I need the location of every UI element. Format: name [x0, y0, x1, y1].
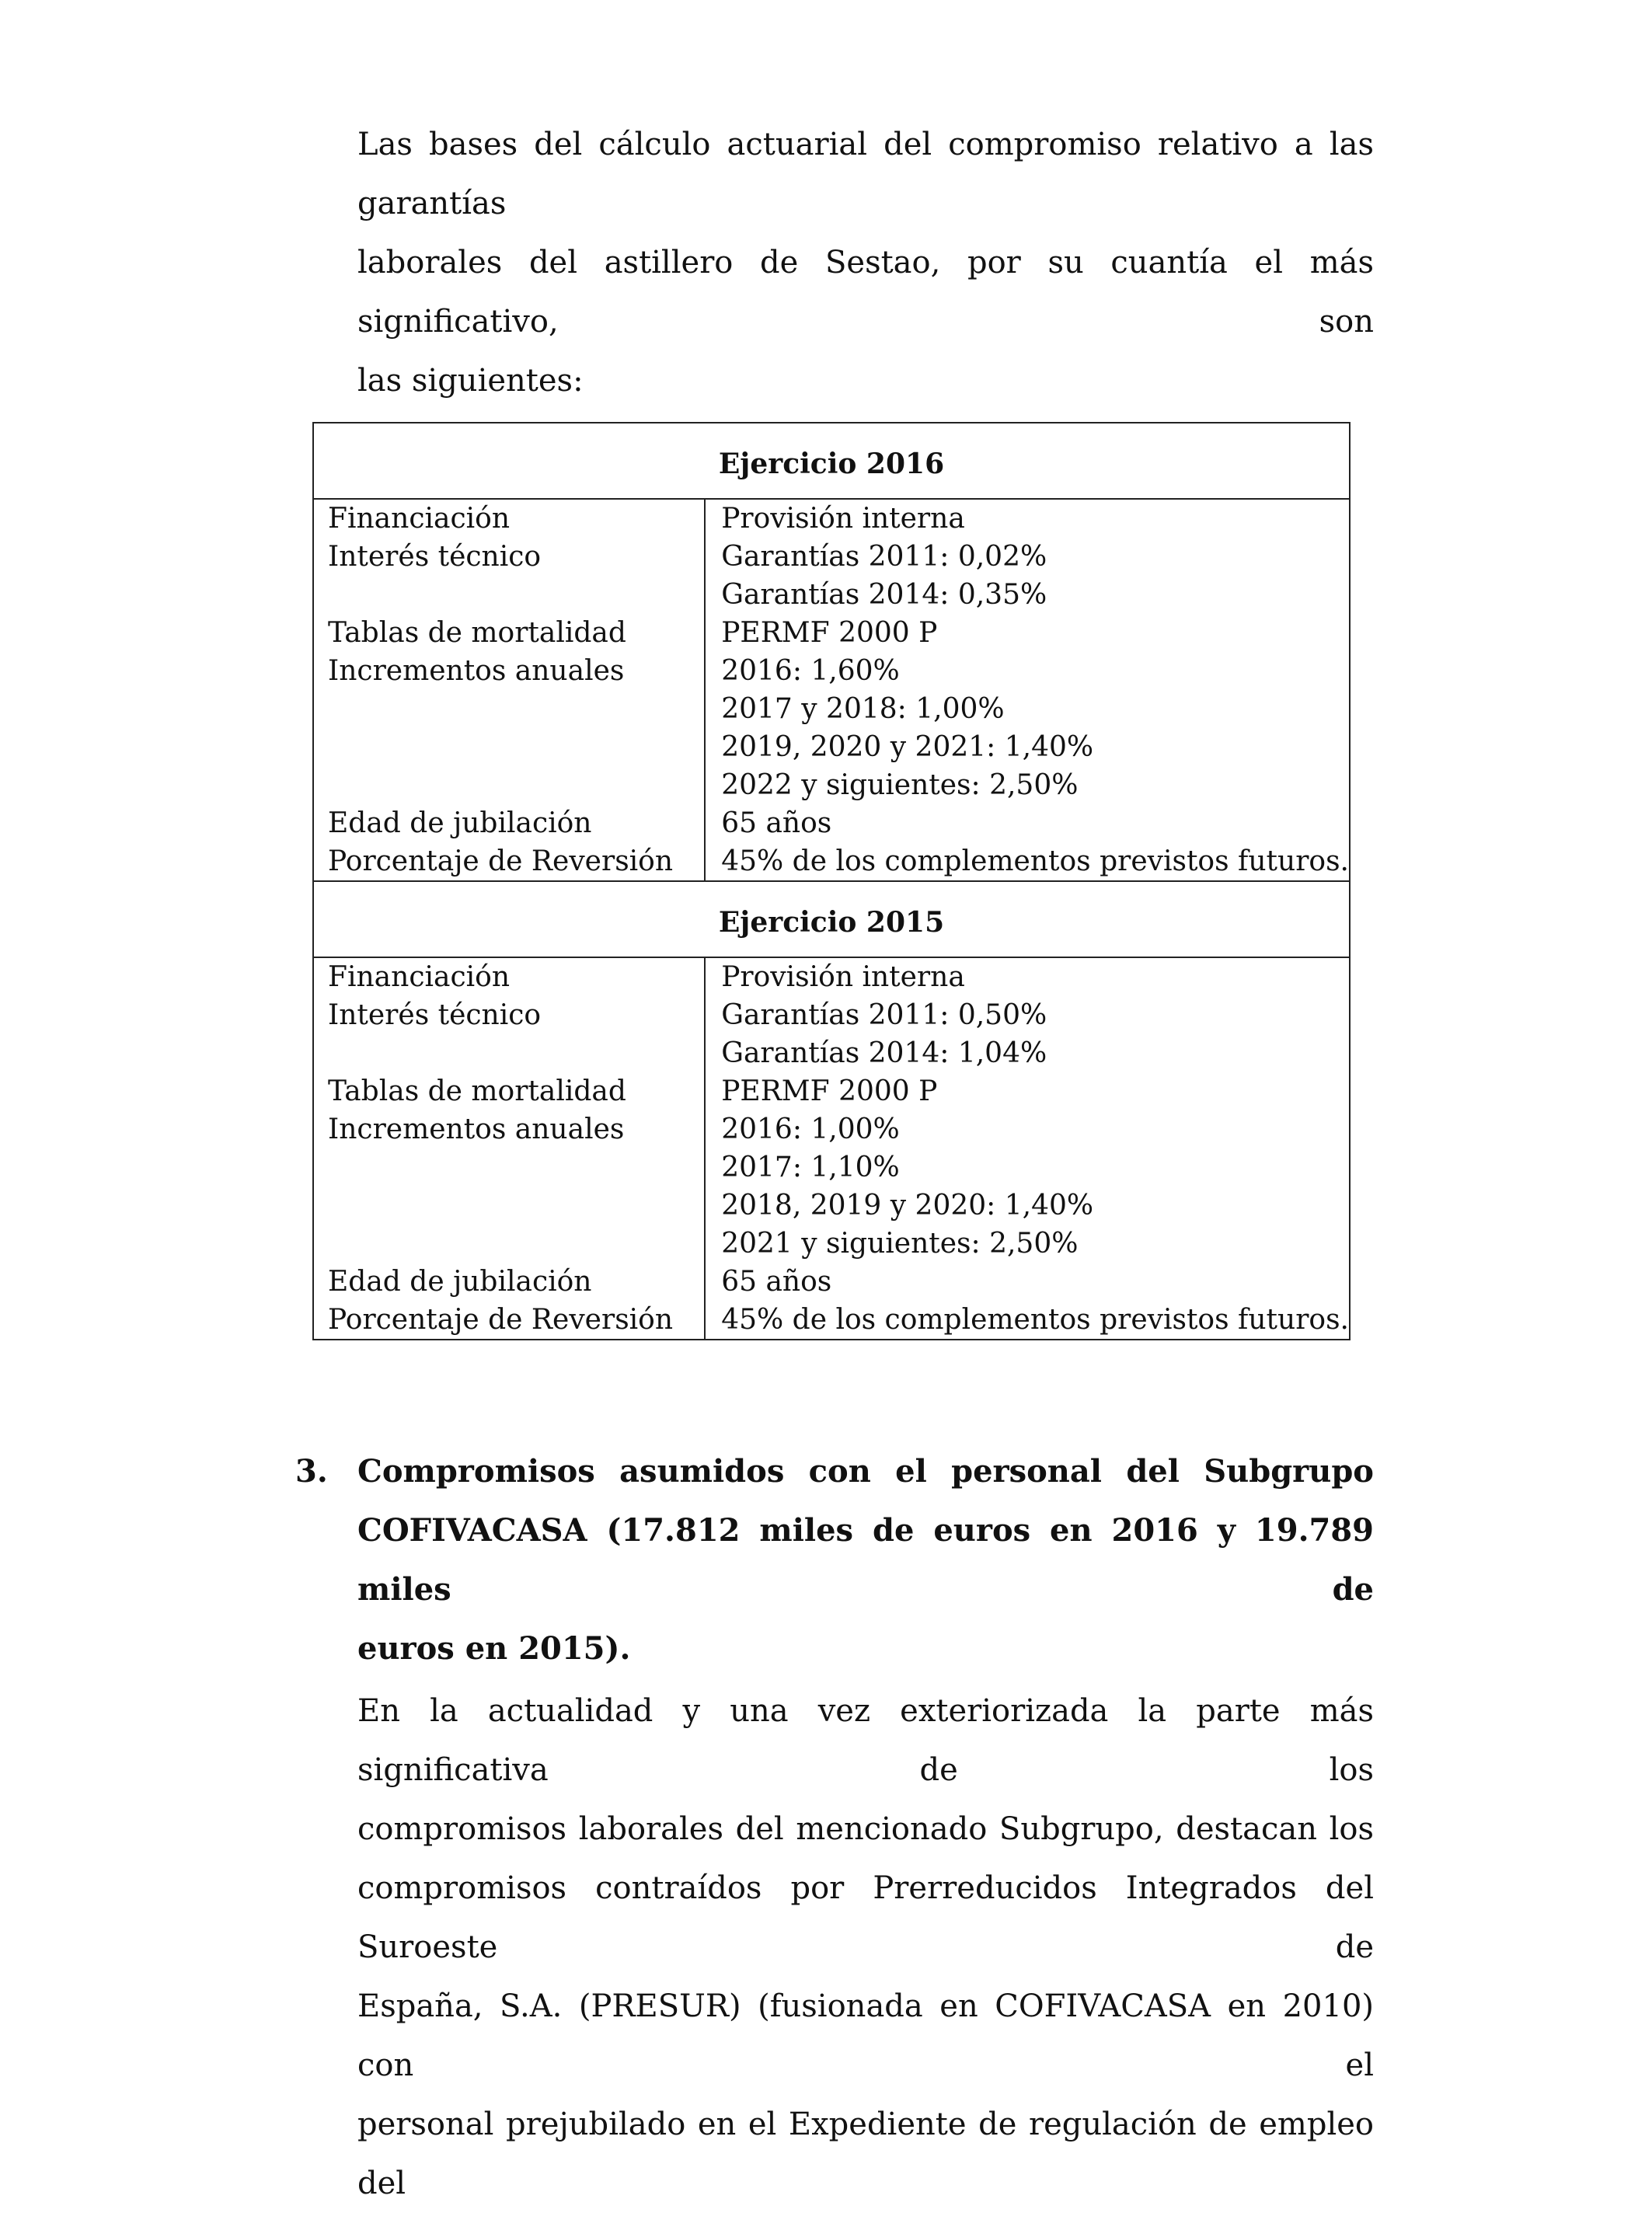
row-label [328, 1034, 704, 1072]
row-label [328, 1148, 704, 1187]
row-label: Edad de jubilación [328, 807, 592, 839]
row-label [328, 1187, 704, 1225]
labels-column-2015 [313, 957, 705, 1340]
row-label [328, 1225, 704, 1263]
section-title [357, 1442, 1374, 1678]
section-heading-2015: Ejercicio 2015 [313, 881, 1350, 957]
row-value: 2017: 1,10% [721, 1152, 900, 1183]
body-line: España, S.A. (PRESUR) (fusionada en COFIVACASA en 2010) con el [357, 1988, 1374, 2083]
row-label [328, 690, 704, 728]
values-column-2015 [705, 957, 1350, 1340]
row-label: Interés técnico [328, 541, 542, 573]
row-value: 2016: 1,60% [721, 655, 900, 687]
row-value: Garantías 2014: 0,35% [721, 579, 1047, 611]
row-value: Garantías 2014: 1,04% [721, 1037, 1047, 1069]
section-number: 3. [295, 1453, 328, 1490]
row-label: Porcentaje de Reversión [328, 1304, 674, 1336]
row-value: Provisión interna [721, 503, 965, 535]
row-value: 2018, 2019 y 2020: 1,40% [721, 1190, 1094, 1222]
row-label: Financiación [328, 503, 510, 535]
labels-column-2016 [313, 499, 705, 881]
row-value: 45% de los complementos previstos futuros. [721, 845, 1349, 877]
row-value: 45% de los complementos previstos futuros. [721, 1304, 1349, 1336]
row-value: Garantías 2011: 0,50% [721, 999, 1047, 1031]
row-value: PERMF 2000 P [721, 617, 938, 649]
section-title-line: Compromisos asumidos con el personal del Subgrupo [357, 1453, 1374, 1490]
row-label: Tablas de mortalidad [328, 1075, 626, 1107]
row-value: 65 años [721, 807, 832, 839]
row-label: Interés técnico [328, 999, 542, 1031]
row-value: 2019, 2020 y 2021: 1,40% [721, 731, 1094, 763]
row-label [328, 576, 704, 614]
intro-line: Las bases del cálculo actuarial del compromiso relativo a las garantías [357, 127, 1374, 221]
body-line: compromisos contraídos por Prerreducidos Integrados del Suroeste de [357, 1870, 1374, 1965]
row-label [328, 766, 704, 804]
intro-line: las siguientes: [357, 363, 584, 399]
row-label: Incrementos anuales [328, 1113, 625, 1145]
row-value: PERMF 2000 P [721, 1075, 938, 1107]
values-column-2016 [705, 499, 1350, 881]
row-label: Porcentaje de Reversión [328, 845, 674, 877]
body-line: personal prejubilado en el Expediente de regulación de empleo del [357, 2107, 1374, 2201]
row-value: Garantías 2011: 0,02% [721, 541, 1047, 573]
row-label: Incrementos anuales [328, 655, 625, 687]
body-line: compromisos laborales del mencionado Subgrupo, destacan los [357, 1811, 1374, 1847]
section-title-line: COFIVACASA (17.812 miles de euros en 2016 y 19.789 miles de [357, 1512, 1374, 1608]
row-value: 2017 y 2018: 1,00% [721, 693, 1005, 725]
section-heading-2016: Ejercicio 2016 [313, 423, 1350, 499]
body-line: En la actualidad y una vez exteriorizada la parte más significativa de los [357, 1693, 1374, 1788]
intro-paragraph [357, 115, 1374, 410]
row-label: Edad de jubilación [328, 1266, 592, 1298]
row-value: 65 años [721, 1266, 832, 1298]
table-section-body-row [313, 957, 1350, 1340]
row-value: 2021 y siguientes: 2,50% [721, 1228, 1079, 1260]
row-label: Tablas de mortalidad [328, 617, 626, 649]
row-value: 2016: 1,00% [721, 1113, 900, 1145]
section-3-body-paragraph [357, 1682, 1374, 2213]
row-label [328, 728, 704, 766]
table-section-header-row [313, 423, 1350, 499]
table-section-header-row [313, 881, 1350, 957]
row-value: 2022 y siguientes: 2,50% [721, 769, 1079, 801]
section-title-line: euros en 2015). [357, 1630, 631, 1667]
intro-line: laborales del astillero de Sestao, por su cuantía el más significativo, son [357, 245, 1374, 340]
table-section-body-row [313, 499, 1350, 881]
row-value: Provisión interna [721, 961, 965, 993]
actuarial-bases-table [312, 422, 1351, 1340]
row-label: Financiación [328, 961, 510, 993]
